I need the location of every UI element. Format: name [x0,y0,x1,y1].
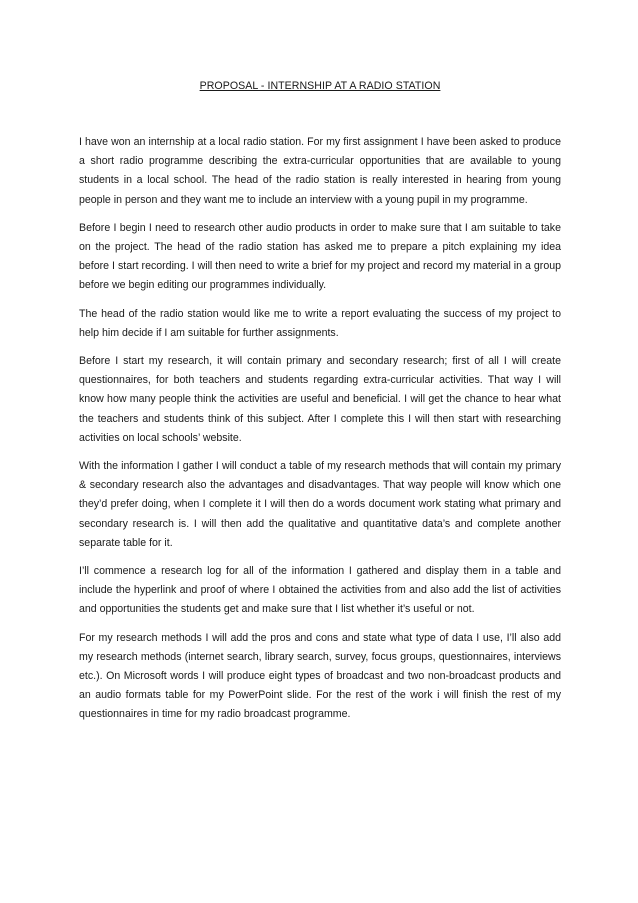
document-title: PROPOSAL - INTERNSHIP AT A RADIO STATION [199,80,441,92]
paragraph-internship: I have won an internship at a local radio station. For my first assignment I have been asked to produce a short radio programme describing the extra-curricular opportunities that are available to young students in a local school. The head of the radio station is really interested in hearing from young people in person and they want me to include an interview with a young pupil in my programme. [79,136,561,206]
paragraph-research-log: I’ll commence a research log for all of the information I gathered and display them in a table and include the hyperlink and proof of where I obtained the activities from and also add the list of activities and opportunities the students get and make sure that I list whether it’s useful or not. [79,565,561,616]
paragraph-report: The head of the radio station would like me to write a report evaluating the success of my project to help him decide if I am suitable for further assignments. [79,307,561,339]
paragraph-research-methods: For my research methods I will add the pros and cons and state what type of data I use, I’ll also add my research methods (internet search, library search, survey, focus groups, questionnaires, interviews etc.). On Microsoft words I will produce eight types of broadcast and two non-broadcast products and an audio formats table for my PowerPoint slide. For the rest of the work i will finish the rest of my questionnaires in time for my radio broadcast programme. [79,631,561,721]
document-page [79,0,561,903]
document-body [79,133,561,734]
paragraph-research-table: With the information I gather I will conduct a table of my research methods that will contain my primary & secondary research also the advantages and disadvantages. That way people will know which one they’d prefer doing, when I complete it I will then do a words document work stating what primary and secondary research is. I will then add the qualitative and quantitative data’s and complete another separate table for it. [79,460,561,549]
paragraph-research-before: Before I begin I need to research other audio products in order to make sure that I am suitable to take on the project. The head of the radio station has asked me to prepare a pitch explaining my idea before I start recording. I will then need to write a brief for my project and record my material in a group before we begin editing our programmes individually. [79,221,561,292]
paragraph-research-start: Before I start my research, it will contain primary and secondary research; first of all I will create questionnaires, for both teachers and students regarding extra-curricular activities. That way I will know how many people think the activities are useful and beneficial. I will get the chance to hear what the teachers and students think of this subject. After I complete this I will then start with researching activities on local schools’ website. [79,355,561,444]
